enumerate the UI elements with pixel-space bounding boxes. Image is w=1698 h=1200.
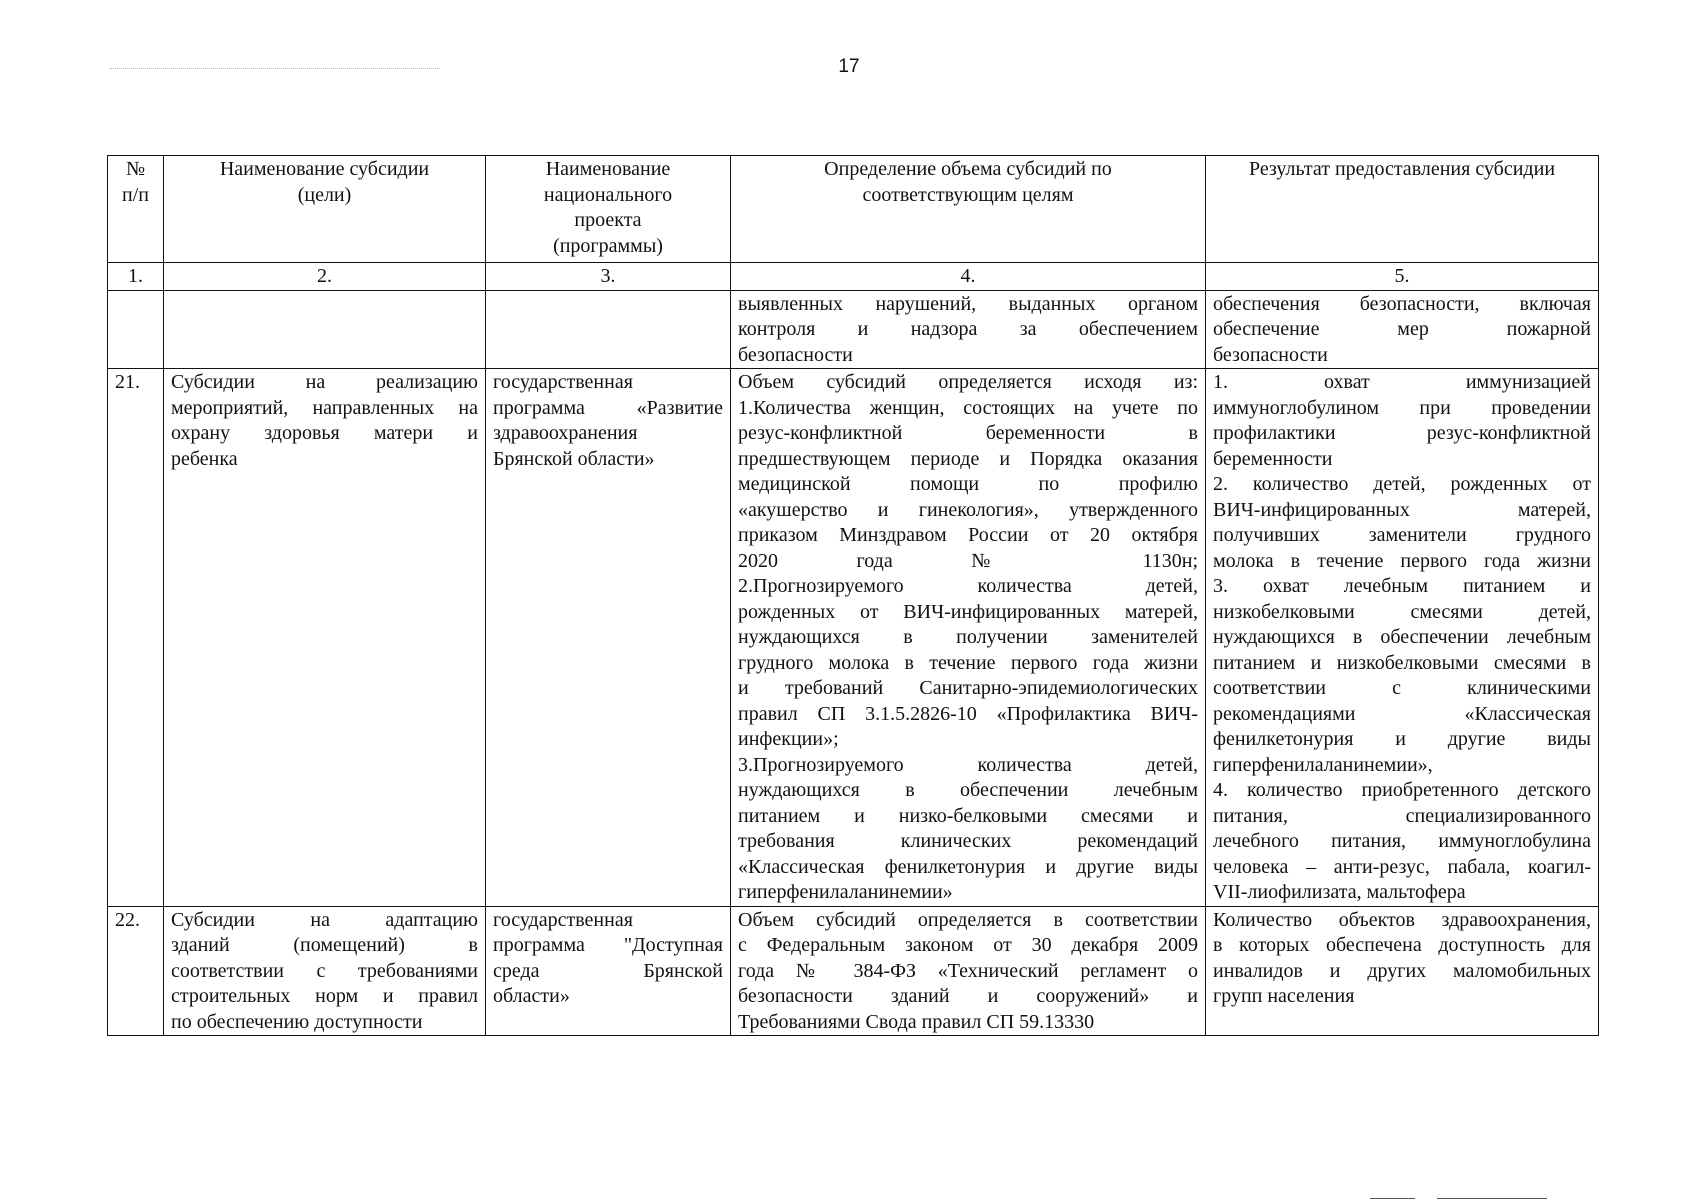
project-name-line: программа «Развитие	[493, 396, 723, 419]
header-text-line: Наименование субсидии	[219, 158, 430, 180]
volume-definition-line: Требованиями Свода правил СП 59.13330	[738, 1010, 1095, 1033]
header-row	[108, 156, 1599, 263]
row-number: 21.	[108, 369, 164, 907]
project-name-line: Брянской области»	[493, 447, 655, 470]
volume-definition-cell	[731, 906, 1206, 1036]
subsidy-result-line: нуждающихся в обеспечении лечебным	[1213, 626, 1591, 648]
subsidy-name-line: ребенка	[171, 447, 238, 470]
column-number: 1.	[108, 263, 164, 291]
subsidy-name-line: Субсидии на реализацию	[171, 371, 478, 393]
header-cell-volume	[731, 156, 1206, 263]
volume-definition-line: контроля и надзора за обеспечением	[738, 318, 1198, 340]
volume-definition-line: питанием и низко-белковыми смесями и	[738, 804, 1198, 827]
subsidy-result-line: лечебного питания, иммуноглобулина	[1213, 830, 1591, 852]
subsidy-name-cell	[164, 369, 486, 907]
volume-definition-line: и требований Санитарно-эпидемиологических	[738, 677, 1198, 699]
subsidy-result-line: беременности	[1213, 447, 1333, 470]
volume-definition-line: «Классическая фенилкетонурия и другие виды	[738, 855, 1198, 878]
volume-definition-line: грудного молока в течение первого года жизни	[738, 651, 1198, 674]
subsidy-name-line: соответствии с требованиями	[171, 959, 478, 982]
column-number: 5.	[1206, 263, 1599, 291]
project-name-line: области»	[493, 985, 570, 1007]
subsidy-name-cell	[164, 906, 486, 1036]
subsidy-name-line: охрану здоровья матери и	[171, 422, 478, 444]
volume-definition-line: «акушерство и гинекология», утвержденного	[738, 498, 1198, 521]
subsidy-result-line: обеспечения безопасности, включая	[1213, 292, 1591, 315]
subsidy-result-line: 1. охват иммунизацией	[1213, 371, 1591, 393]
project-name-cell	[486, 369, 731, 907]
header-text-line: (программы)	[553, 234, 663, 257]
subsidy-result-line: обеспечение мер пожарной	[1213, 318, 1591, 340]
subsidy-table	[107, 155, 1599, 1036]
subsidy-result-line: питания, специализированного	[1213, 804, 1591, 827]
column-number-row	[108, 263, 1599, 291]
volume-definition-line: 2020 года № 1130н;	[738, 549, 1198, 572]
volume-definition-line: гиперфенилаланинемии»	[738, 881, 953, 903]
volume-definition-line: медицинской помощи по профилю	[738, 473, 1198, 495]
subsidy-result-line: VII-лиофилизата, мальтофера	[1213, 881, 1466, 903]
subsidy-result-line: 4. количество приобретенного детского	[1213, 779, 1591, 801]
header-text-line: (цели)	[297, 183, 352, 206]
subsidy-result-line: соответствии с клиническими	[1213, 677, 1591, 699]
subsidy-result-line: групп населения	[1213, 985, 1355, 1007]
volume-definition-line: 3.Прогнозируемого количества детей,	[738, 753, 1198, 776]
subsidy-result-line: 3. охват лечебным питанием и	[1213, 575, 1591, 597]
subsidy-result-line: Количество объектов здравоохранения,	[1213, 908, 1591, 931]
volume-definition-line: 1.Количества женщин, состоящих на учете по	[738, 396, 1198, 419]
subsidy-result-line: профилактики резус-конфликтной	[1213, 422, 1591, 444]
subsidy-name-cell	[164, 290, 486, 369]
subsidy-result-line: 2. количество детей, рожденных от	[1213, 473, 1591, 495]
row-number	[108, 290, 164, 369]
header-text-line: национального	[543, 183, 673, 206]
header-text-line: п/п	[122, 183, 149, 206]
volume-definition-line: инфекции»;	[738, 728, 839, 750]
volume-definition-line: правил СП 3.1.5.2826-10 «Профилактика ВИЧ-	[738, 702, 1198, 725]
project-name-line: среда Брянской	[493, 959, 723, 982]
table-row	[108, 290, 1599, 369]
subsidy-result-line: гиперфенилаланинемии»,	[1213, 753, 1433, 776]
subsidy-result-line: в которых обеспечена доступность для	[1213, 934, 1591, 956]
project-name-line: государственная	[493, 908, 633, 931]
footer-line	[1437, 1198, 1547, 1199]
subsidy-result-line: фенилкетонурия и другие виды	[1213, 728, 1591, 750]
table-row	[108, 906, 1599, 1036]
header-text-line: №	[125, 158, 146, 180]
volume-definition-line: Объем субсидий определяется исходя из:	[738, 371, 1198, 393]
subsidy-result-line: инвалидов и других маломобильных	[1213, 959, 1591, 982]
header-cell-name	[164, 156, 486, 263]
volume-definition-line: требования клинических рекомендаций	[738, 830, 1198, 852]
volume-definition-line: 2.Прогнозируемого количества детей,	[738, 575, 1198, 597]
subsidy-name-line: строительных норм и правил	[171, 985, 478, 1007]
header-cell-result	[1206, 156, 1599, 263]
volume-definition-line: с Федеральным законом от 30 декабря 2009	[738, 934, 1198, 956]
subsidy-result-cell	[1206, 369, 1599, 907]
header-cell-project	[486, 156, 731, 263]
subsidy-name-line: Субсидии на адаптацию	[171, 908, 478, 931]
volume-definition-line: предшествующем периоде и Порядка оказания	[738, 447, 1198, 470]
volume-definition-line: Объем субсидий определяется в соответствии	[738, 908, 1198, 931]
volume-definition-line: выявленных нарушений, выданных органом	[738, 292, 1198, 315]
subsidy-result-line: питанием и низкобелковыми смесями в	[1213, 651, 1591, 674]
project-name-line: программа "Доступная	[493, 934, 723, 956]
header-text-line: проекта	[574, 209, 642, 231]
header-text-line: Наименование	[545, 158, 671, 180]
column-number: 4.	[731, 263, 1206, 291]
project-name-line: государственная	[493, 371, 633, 393]
volume-definition-line: приказом Минздравом России от 20 октября	[738, 524, 1198, 546]
project-name-line: здравоохранения	[493, 422, 638, 444]
header-text-line: Определение объема субсидий по	[824, 158, 1112, 180]
project-name-cell	[486, 290, 731, 369]
column-number: 3.	[486, 263, 731, 291]
volume-definition-line: нуждающихся в получении заменителей	[738, 626, 1198, 648]
subsidy-result-line: иммуноглобулином при проведении	[1213, 396, 1591, 419]
volume-definition-cell	[731, 290, 1206, 369]
volume-definition-line: безопасности зданий и сооружений» и	[738, 985, 1198, 1007]
volume-definition-line: рожденных от ВИЧ-инфицированных матерей,	[738, 600, 1198, 623]
subsidy-result-line: низкобелковыми смесями детей,	[1213, 600, 1591, 623]
volume-definition-cell	[731, 369, 1206, 907]
project-name-cell	[486, 906, 731, 1036]
subsidy-result-line: молока в течение первого года жизни	[1213, 549, 1591, 572]
footer-line	[1370, 1198, 1415, 1199]
subsidy-result-line: получивших заменители грудного	[1213, 524, 1591, 546]
column-number: 2.	[164, 263, 486, 291]
subsidy-result-line: безопасности	[1213, 343, 1328, 366]
subsidy-result-line: ВИЧ-инфицированных матерей,	[1213, 498, 1591, 521]
header-cell-number	[108, 156, 164, 263]
subsidy-result-cell	[1206, 290, 1599, 369]
volume-definition-line: безопасности	[738, 343, 853, 366]
header-text-line: Результат предоставления субсидии	[1248, 158, 1556, 180]
subsidy-name-line: по обеспечению доступности	[171, 1010, 423, 1033]
volume-definition-line: года № 384-ФЗ «Технический регламент о	[738, 959, 1198, 982]
row-number: 22.	[108, 906, 164, 1036]
table-row	[108, 369, 1599, 907]
subsidy-result-line: человека – анти-резус, пабала, коагил-	[1213, 855, 1591, 878]
subsidy-result-line: рекомендациями «Классическая	[1213, 702, 1591, 725]
header-text-line: соответствующим целям	[862, 183, 1074, 206]
page-number: 17	[838, 56, 860, 77]
subsidy-result-cell	[1206, 906, 1599, 1036]
subsidy-name-line: мероприятий, направленных на	[171, 396, 478, 419]
volume-definition-line: резус-конфликтной беременности в	[738, 422, 1198, 444]
volume-definition-line: нуждающихся в обеспечении лечебным	[738, 779, 1198, 801]
subsidy-name-line: зданий (помещений) в	[171, 934, 478, 956]
